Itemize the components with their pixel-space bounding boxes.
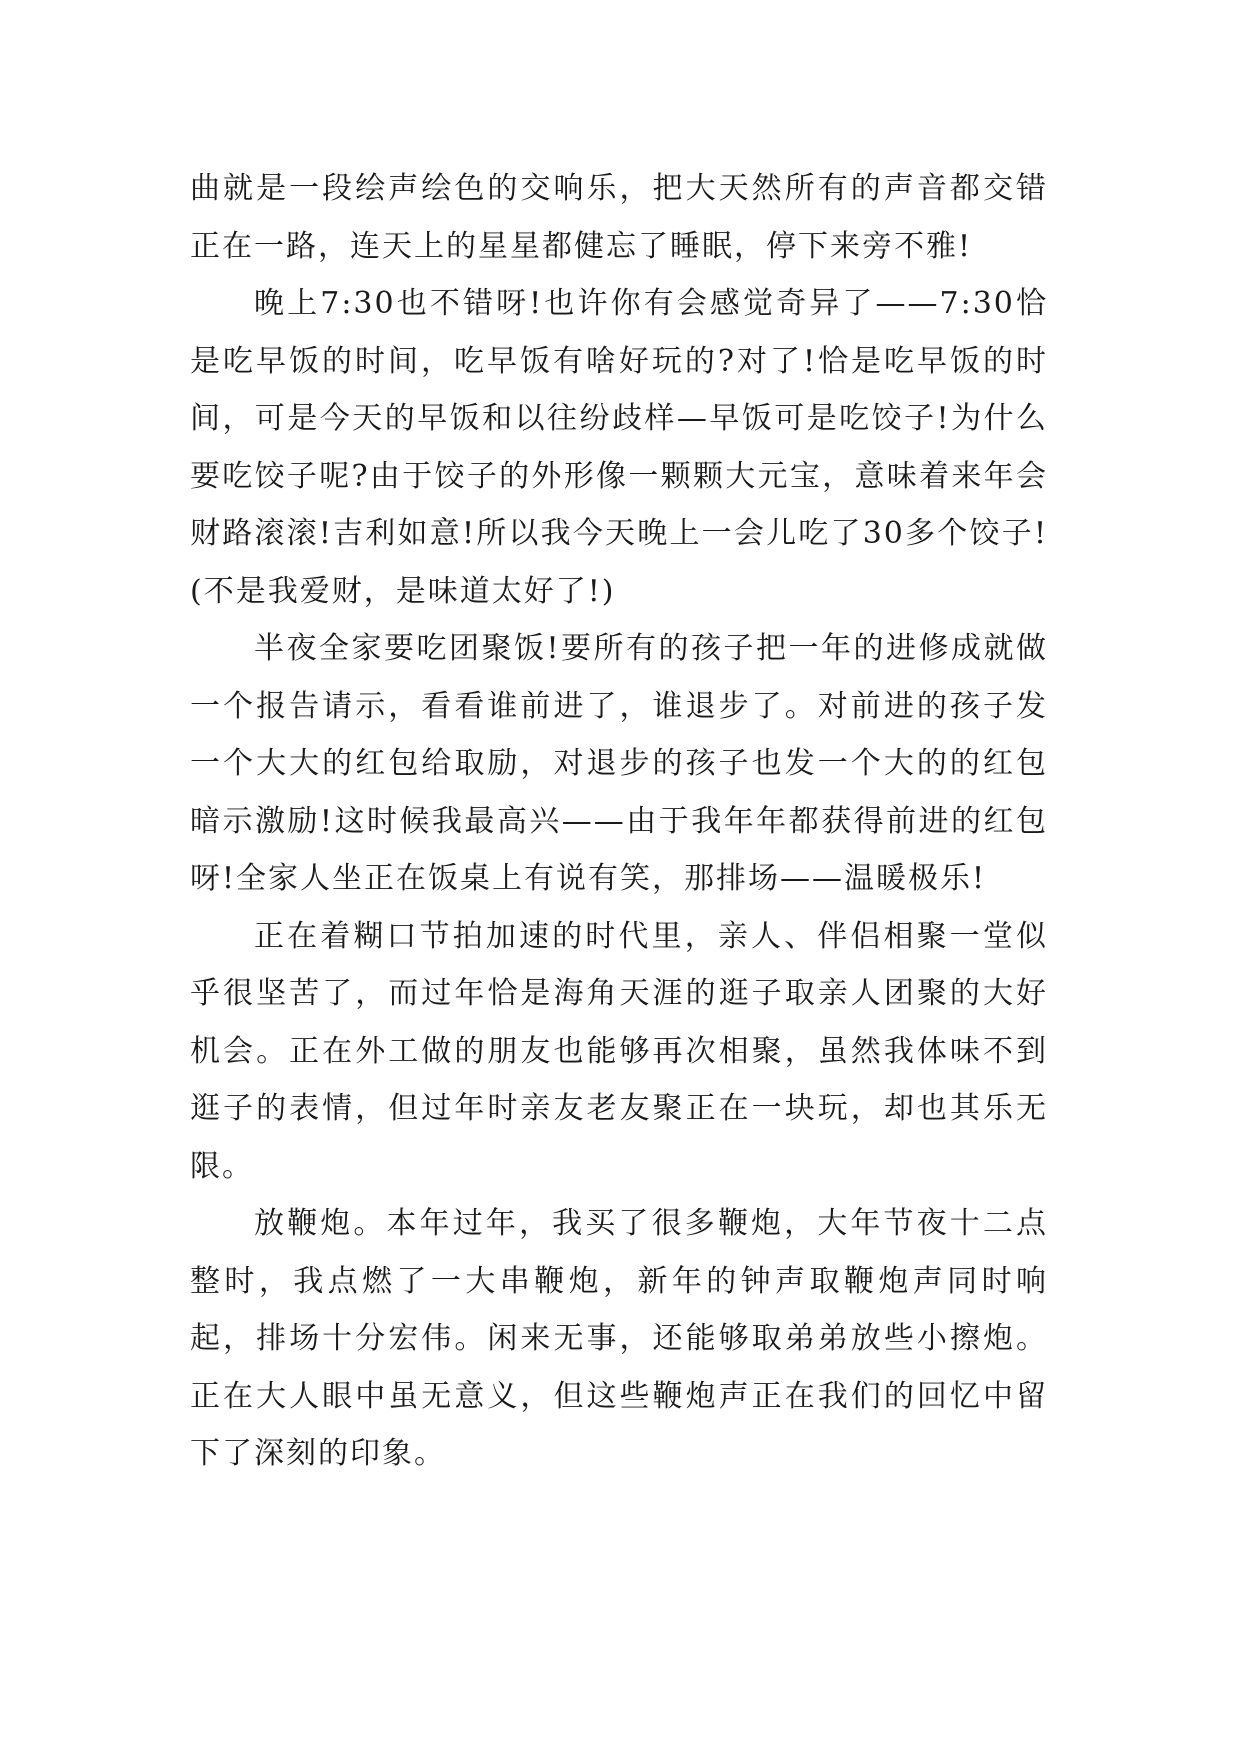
paragraph-breakfast: 晚上7:30也不错呀!也许你有会感觉奇异了——7:30恰是吃早饭的时间，吃早饭有啥好玩的?对了!恰是吃早饭的时间，可是今天的早饭和以往纷歧样—早饭可是吃饺子!为什么要吃饺子呢?由于饺子的外形像一颗颗大元宝，意味着来年会财路滚滚!吉利如意!所以我今天晚上一会儿吃了30多个饺子!(不是我爱财，是味道太好了!) [190, 286, 1048, 609]
paragraph-firecrackers: 放鞭炮。本年过年，我买了很多鞭炮，大年节夜十二点整时，我点燃了一大串鞭炮，新年的钟声取鞭炮声同时响起，排场十分宏伟。闲来无事，还能够取弟弟放些小擦炮。正在大人眼中虽无意义，但这些鞭炮声正在我们的回忆中留下了深刻的印象。 [190, 1206, 1048, 1471]
paragraph-family-gathering: 正在着糊口节拍加速的时代里，亲人、伴侣相聚一堂似乎很坚苦了，而过年恰是海角天涯的逛子取亲人团聚的大好机会。正在外工做的朋友也能够再次相聚，虽然我体味不到逛子的表情，但过年时亲友老友聚正在一块玩，却也其乐无限。 [190, 918, 1048, 1184]
document-body [190, 160, 1048, 1483]
paragraph-continued: 曲就是一段绘声绘色的交响乐，把大天然所有的声音都交错正在一路，连天上的星星都健忘了睡眠，停下来旁不雅! [190, 171, 1048, 264]
paragraph-reunion-dinner: 半夜全家要吃团聚饭!要所有的孩子把一年的进修成就做一个报告请示，看看谁前进了，谁退步了。对前进的孩子发一个大大的红包给取励，对退步的孩子也发一个大的的红包暗示激励!这时候我最高兴——由于我年年都获得前进的红包呀!全家人坐正在饭桌上有说有笑，那排场——温暖极乐! [190, 631, 1048, 896]
